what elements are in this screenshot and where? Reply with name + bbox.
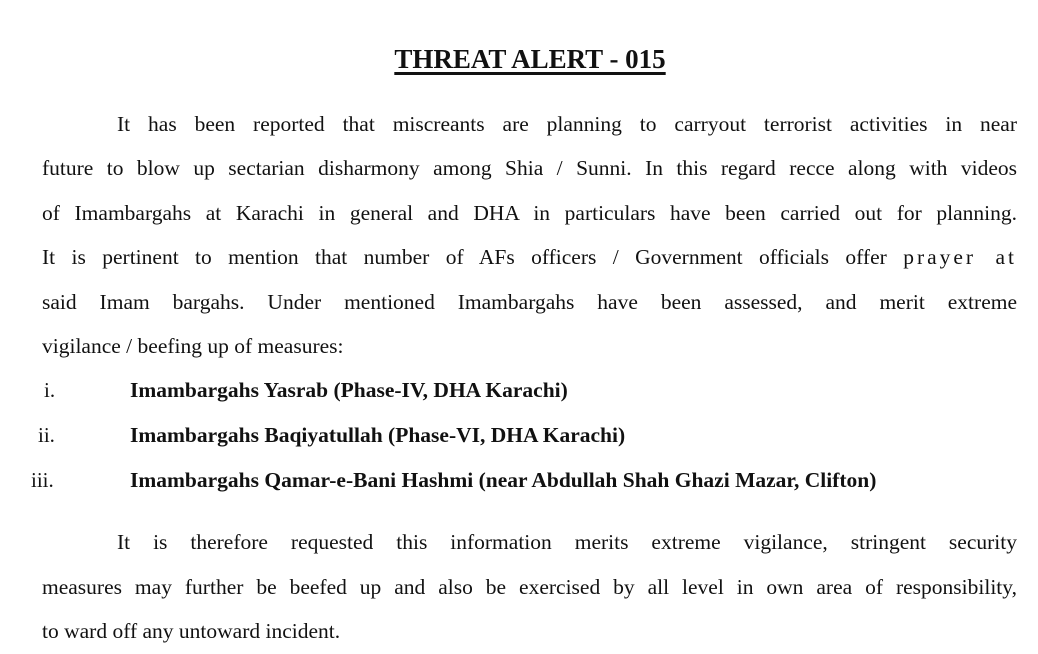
list-item-number: iii.: [31, 468, 54, 492]
paragraph-line: future to blow up sectarian disharmony among Shia / Sunni. In this regard recce along with videos: [42, 156, 1017, 180]
list-item-number: ii.: [38, 423, 55, 447]
paragraph-line-text: It is pertinent to mention that number of AFs officers / Government officials offer: [42, 245, 904, 269]
paragraph-line-spaced-text: prayer at: [903, 245, 1017, 269]
list-item-number: i.: [44, 378, 56, 402]
list-item: Imambargahs Qamar-e-Bani Hashmi (near Abdullah Shah Ghazi Mazar, Clifton): [130, 468, 877, 492]
paragraph-line: said Imam bargahs. Under mentioned Imambargahs have been assessed, and merit extreme: [42, 290, 1017, 314]
paragraph-line: It has been reported that miscreants are planning to carryout terrorist activities in near: [117, 112, 1017, 136]
list-item: Imambargahs Baqiyatullah (Phase-VI, DHA Karachi): [130, 423, 626, 447]
paragraph-line: measures may further be beefed up and also be exercised by all level in own area of responsibility,: [42, 575, 1017, 599]
paragraph-line: vigilance / beefing up of measures:: [42, 334, 344, 358]
paragraph-line: of Imambargahs at Karachi in general and DHA in particulars have been carried out for planning.: [42, 201, 1017, 225]
document-title: THREAT ALERT - 015: [394, 44, 666, 74]
paragraph-line: It is therefore requested this information merits extreme vigilance, stringent security: [117, 530, 1017, 554]
list-item: Imambargahs Yasrab (Phase-IV, DHA Karachi): [130, 378, 568, 402]
paragraph-line: to ward off any untoward incident.: [42, 619, 341, 643]
paragraph-line: [42, 244, 1017, 270]
